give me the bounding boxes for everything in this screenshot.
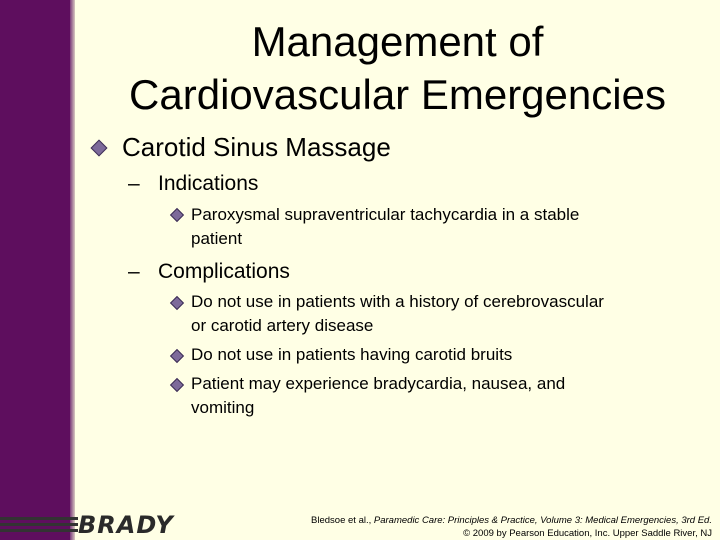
bullet-icon xyxy=(170,349,184,363)
citation xyxy=(311,514,712,540)
subheading-indications xyxy=(128,171,258,197)
citation-line2: © 2009 by Pearson Education, Inc. Upper Saddle River, NJ xyxy=(463,528,712,539)
logo-stripes xyxy=(0,513,78,537)
complication-item-line2: vomiting xyxy=(191,398,255,417)
complication-item-line1: Do not use in patients with a history of cerebrovascular xyxy=(191,292,604,311)
complication-item xyxy=(191,290,691,338)
citation-authors: Bledsoe et al., xyxy=(311,515,374,526)
complication-item-line2: or carotid artery disease xyxy=(191,316,374,335)
bullet-icon xyxy=(170,378,184,392)
citation-title: Paramedic Care: Principles & Practice, Volume 3: Medical Emergencies, 3rd Ed. xyxy=(373,515,712,526)
complication-item-line1: Do not use in patients having carotid bruits xyxy=(191,345,513,364)
dash-marker: – xyxy=(128,172,140,195)
slide-title-line1: Management of xyxy=(251,18,544,65)
slide-title-line2: Cardiovascular Emergencies xyxy=(129,71,666,118)
bullet-icon xyxy=(170,296,184,310)
citation-line1 xyxy=(311,514,712,527)
complication-item xyxy=(191,372,691,420)
bullet-icon xyxy=(91,140,108,157)
indication-item xyxy=(191,203,691,251)
bullet-carotid-sinus-massage: Carotid Sinus Massage xyxy=(122,132,391,162)
subheading-complications xyxy=(128,259,290,285)
complication-item-line1: Patient may experience bradycardia, nausea, and xyxy=(191,374,566,393)
indications-label: Indications xyxy=(158,172,259,195)
brady-logo: BRADY xyxy=(78,511,174,539)
complications-label: Complications xyxy=(158,260,290,283)
sidebar-bar xyxy=(0,0,70,540)
bullet-icon xyxy=(170,208,184,222)
complication-item xyxy=(191,343,691,367)
dash-marker: – xyxy=(128,260,140,283)
indication-item-line1: Paroxysmal supraventricular tachycardia in a stable xyxy=(191,205,580,224)
indication-item-line2: patient xyxy=(191,229,243,248)
